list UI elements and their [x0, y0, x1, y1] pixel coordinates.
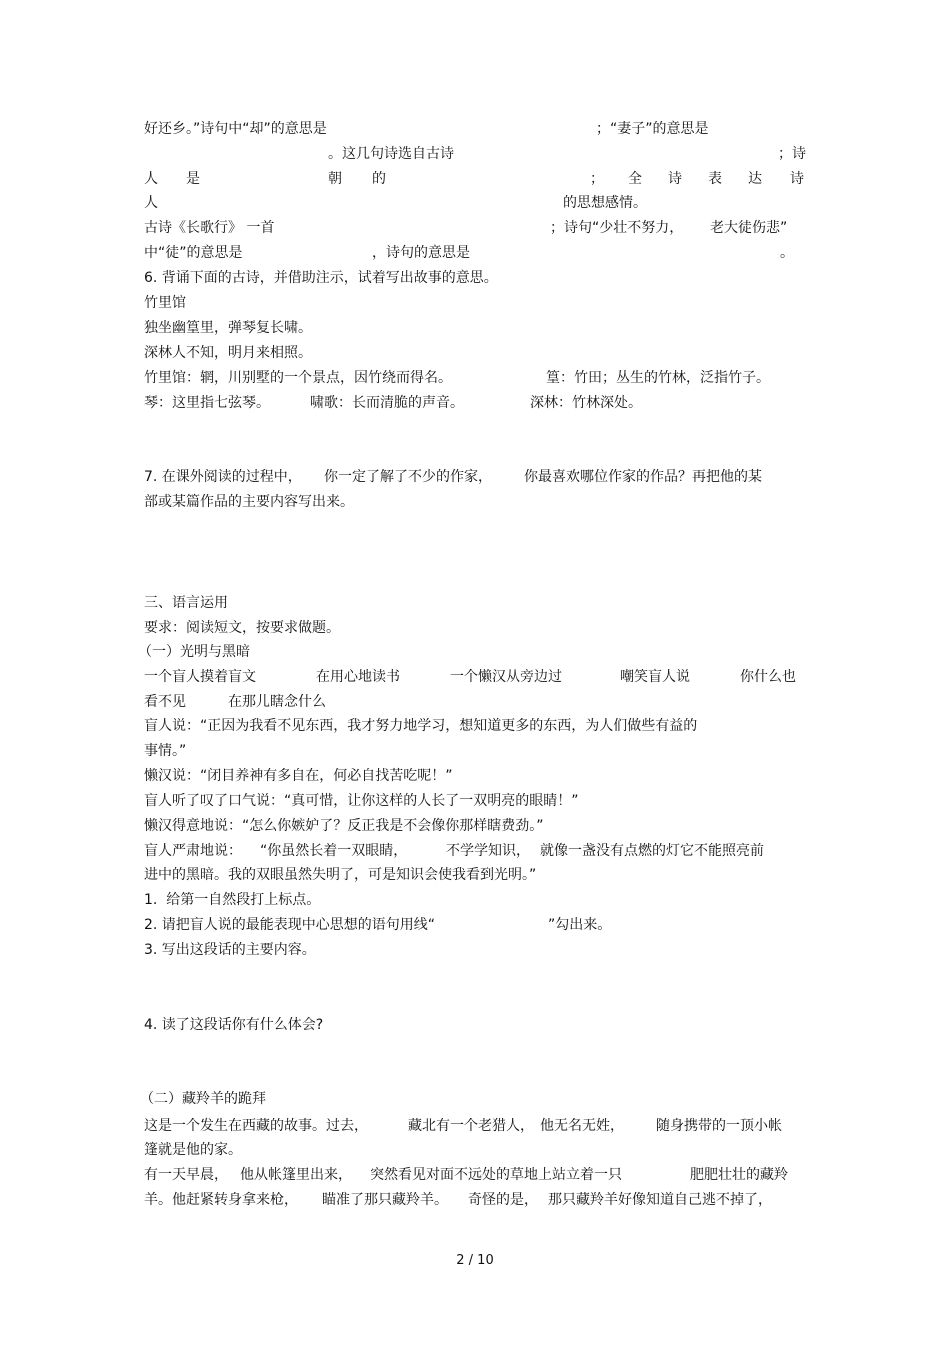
text-line: 。这几句诗选自古诗: [328, 146, 454, 162]
passage-title: （二）藏羚羊的跪拜: [140, 1091, 266, 1107]
passage-title: （一）光明与黑暗: [138, 644, 250, 660]
text-line: 全: [628, 171, 642, 187]
passage-text: 那只藏羚羊好像知道自己逃不掉了，: [548, 1192, 772, 1208]
text-line: ，诗句的意思是: [372, 245, 470, 261]
annotation: 琴：这里指七弦琴。: [144, 395, 270, 411]
text-line: 诗: [668, 171, 682, 187]
question-item: ”勾出来。: [548, 917, 612, 933]
passage-text: 随身携带的一顶小帐: [656, 1118, 782, 1134]
passage-text: 他从帐篷里出来，: [240, 1167, 352, 1183]
text-line: 好还乡。”诗句中“却”的意思是: [144, 121, 327, 137]
passage-text: 有一天早晨，: [144, 1167, 228, 1183]
passage-text: 盲人说：“正因为我看不见东西，我才努力地学习，想知道更多的东西，为人们做些有益的: [144, 718, 698, 734]
passage-text: 进中的黑暗。我的双眼虽然失明了，可是知识会使我看到光明。”: [144, 867, 537, 883]
text-line: ；诗句“少壮不努力，: [550, 220, 684, 236]
passage-text: 懒汉得意地说：“怎么你嫉妒了？反正我是不会像你那样瞎费劲。”: [144, 818, 544, 834]
passage-text: 事情。”: [144, 743, 187, 759]
requirement: 要求：阅读短文，按要求做题。: [144, 620, 340, 636]
text-line: 老大徒伤悲”: [710, 220, 788, 236]
passage-text: 就像一盏没有点燃的灯它不能照亮前: [540, 843, 764, 859]
text-line: ；诗: [778, 146, 806, 162]
passage-text: 在用心地读书: [316, 669, 400, 685]
passage-text: 这是一个发生在西藏的故事。过去，: [144, 1118, 368, 1134]
annotation: 竹里馆：辋，川别墅的一个景点，因竹绕而得名。: [144, 370, 452, 386]
passage-text: 奇怪的是，: [468, 1192, 538, 1208]
poem-line: 独坐幽篁里，弹琴复长啸。: [144, 320, 312, 336]
passage-text: 羊。他赶紧转身拿来枪，: [144, 1192, 298, 1208]
text-line: ；“妻子”的意思是: [596, 121, 709, 137]
passage-text: “你虽然长着一双眼睛，: [260, 843, 408, 859]
text-line: 表: [708, 171, 722, 187]
text-line: ；: [590, 171, 604, 187]
passage-text: 你什么也: [740, 669, 796, 685]
question-7: 7. 在课外阅读的过程中，: [144, 469, 302, 485]
passage-text: 他无名无姓，: [540, 1118, 624, 1134]
text-line: 。: [780, 245, 794, 261]
passage-text: 一个盲人摸着盲文: [144, 669, 256, 685]
text-line: 的: [372, 171, 386, 187]
passage-text: 看不见: [144, 694, 186, 710]
passage-text: 盲人听了叹了口气说：“真可惜，让你这样的人长了一双明亮的眼睛！”: [144, 793, 579, 809]
question-7: 你最喜欢哪位作家的作品？再把他的某: [524, 469, 762, 485]
passage-text: 篷就是他的家。: [144, 1142, 242, 1158]
section-heading: 三、语言运用: [144, 595, 228, 611]
passage-text: 突然看见对面不远处的草地上站立着一只: [370, 1167, 622, 1183]
question-item: 1. 给第一自然段打上标点。: [144, 892, 321, 908]
text-line: 的思想感情。: [563, 195, 647, 211]
question-item: 2. 请把盲人说的最能表现中心思想的语句用线“: [144, 917, 436, 933]
passage-text: 懒汉说：“闭目养神有多自在，何必自找苦吃呢！”: [144, 768, 453, 784]
text-line: 达: [748, 171, 762, 187]
text-line: 朝: [328, 171, 342, 187]
text-line: 诗: [790, 171, 804, 187]
page-number: 2 / 10: [456, 1253, 494, 1268]
poem-title: 竹里馆: [144, 295, 186, 311]
question-item: 4. 读了这段话你有什么体会?: [144, 1017, 324, 1033]
passage-text: 一个懒汉从旁边过: [450, 669, 562, 685]
text-line: 中“徒”的意思是: [144, 245, 243, 261]
passage-text: 肥肥壮壮的藏羚: [690, 1167, 788, 1183]
annotation: 篁：竹田；丛生的竹林，泛指竹子。: [546, 370, 770, 386]
question-item: 3. 写出这段话的主要内容。: [144, 942, 316, 958]
passage-text: 不学学知识，: [446, 843, 530, 859]
annotation: 深林：竹林深处。: [530, 395, 642, 411]
text-line: 古诗《长歌行》 一首: [144, 220, 275, 236]
question-6: 6. 背诵下面的古诗，并借助注示，试着写出故事的意思。: [144, 270, 498, 286]
passage-text: 盲人严肃地说：: [144, 843, 242, 859]
text-line: 人: [144, 171, 158, 187]
text-line: 是: [186, 171, 200, 187]
annotation: 啸歌：长而清脆的声音。: [310, 395, 464, 411]
passage-text: 嘲笑盲人说: [620, 669, 690, 685]
question-7: 你一定了解了不少的作家，: [324, 469, 492, 485]
poem-line: 深林人不知，明月来相照。: [144, 345, 312, 361]
passage-text: 在那儿瞎念什么: [228, 694, 326, 710]
text-line: 人: [144, 195, 158, 211]
passage-text: 瞄准了那只藏羚羊。: [322, 1192, 448, 1208]
question-7: 部或某篇作品的主要内容写出来。: [144, 494, 354, 510]
passage-text: 藏北有一个老猎人，: [408, 1118, 534, 1134]
